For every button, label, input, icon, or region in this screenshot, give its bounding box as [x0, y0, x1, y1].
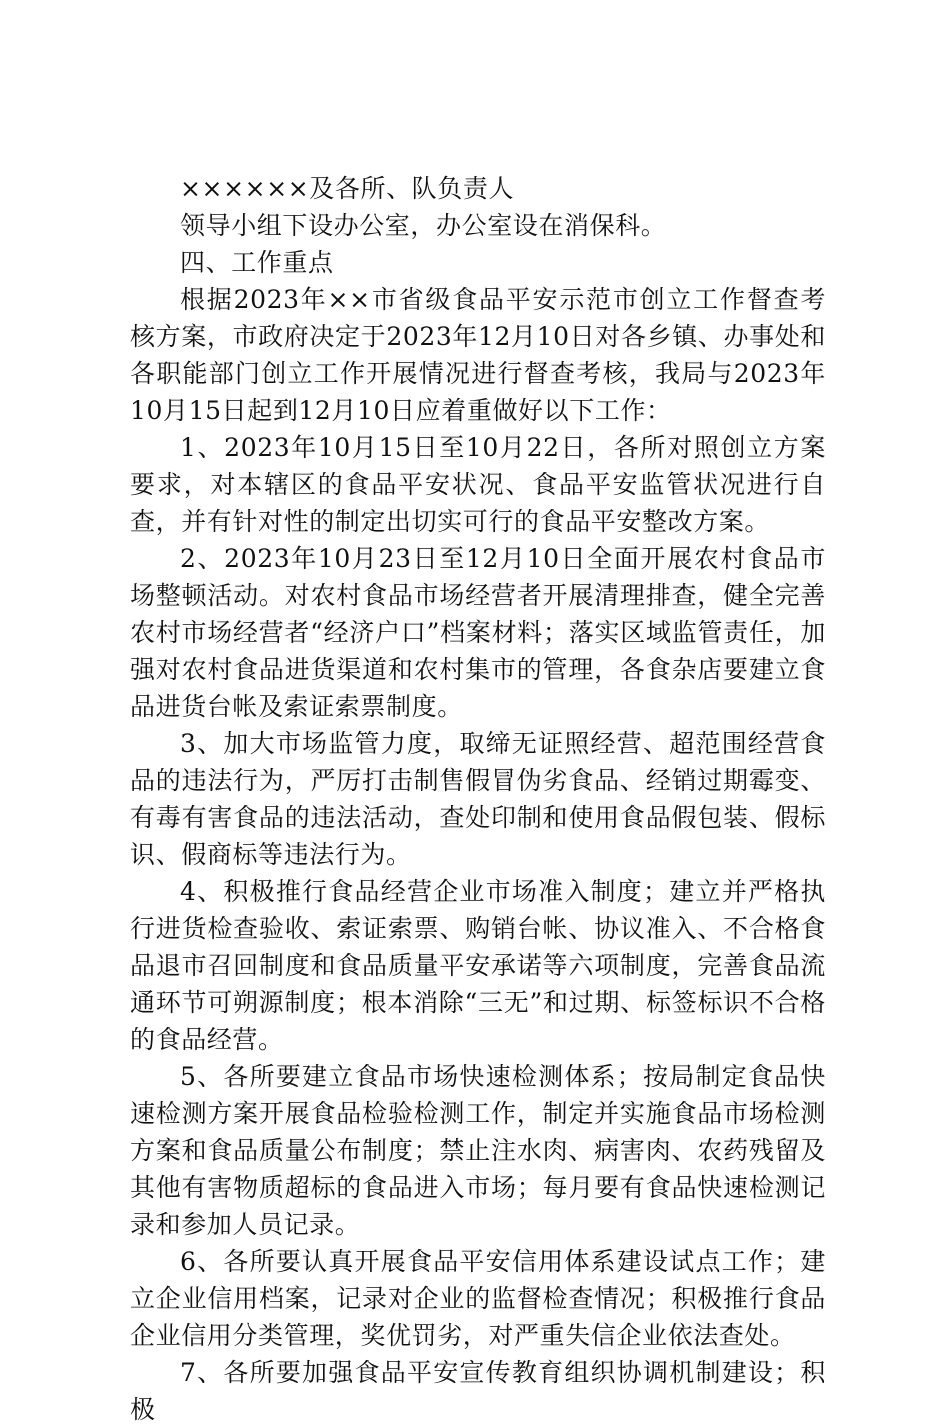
paragraph-office-setup: 领导小组下设办公室，办公室设在消保科。: [180, 211, 667, 240]
paragraph-item-6: 6、各所要认真开展食品平安信用体系建设试点工作；建立企业信用档案，记录对企业的监督检查情况；积极推行食品企业信用分类管理，奖优罚劣，对严重失信企业依法查处。: [130, 1247, 826, 1350]
paragraph-item-7: 7、各所要加强食品平安宣传教育组织协调机制建设；积极: [130, 1358, 826, 1424]
document-body: [130, 170, 826, 1428]
paragraph-item-1: 1、2023年10月15日至10月22日，各所对照创立方案要求，对本辖区的食品平安状况、食品平安监管状况进行自查，并有针对性的制定出切实可行的食品平安整改方案。: [130, 433, 826, 536]
section-heading-work-focus: 四、工作重点: [180, 248, 334, 277]
paragraph-work-focus-intro: 根据2023年××市省级食品平安示范市创立工作督查考核方案，市政府决定于2023年12月10日对各乡镇、办事处和各职能部门创立工作开展情况进行督查考核，我局与2023年10月15日起到12月10日应着重做好以下工作：: [130, 285, 826, 425]
paragraph-item-3: 3、加大市场监管力度，取缔无证照经营、超范围经营食品的违法行为，严厉打击制售假冒伪劣食品、经销过期霉变、有毒有害食品的违法活动，查处印制和使用食品假包装、假标识、假商标等违法行为。: [130, 729, 826, 869]
paragraph-item-4: 4、积极推行食品经营企业市场准入制度；建立并严格执行进货检查验收、索证索票、购销台帐、协议准入、不合格食品退市召回制度和食品质量平安承诺等六项制度，完善食品流通环节可朔源制度；根本消除“三无”和过期、标签标识不合格的食品经营。: [130, 877, 826, 1054]
paragraph-item-5: 5、各所要建立食品市场快速检测体系；按局制定食品快速检测方案开展食品检验检测工作，制定并实施食品市场检测方案和食品质量公布制度；禁止注水肉、病害肉、农药残留及其他有害物质超标的食品进入市场；每月要有食品快速检测记录和参加人员记录。: [130, 1062, 826, 1239]
paragraph-item-2: 2、2023年10月23日至12月10日全面开展农村食品市场整顿活动。对农村食品市场经营者开展清理排查，健全完善农村市场经营者“经济户口”档案材料；落实区域监管责任，加强对农村食品进货渠道和农村集市的管理，各食杂店要建立食品进货台帐及索证索票制度。: [130, 544, 826, 721]
paragraph-office-leaders: ××××××及各所、队负责人: [180, 174, 515, 203]
